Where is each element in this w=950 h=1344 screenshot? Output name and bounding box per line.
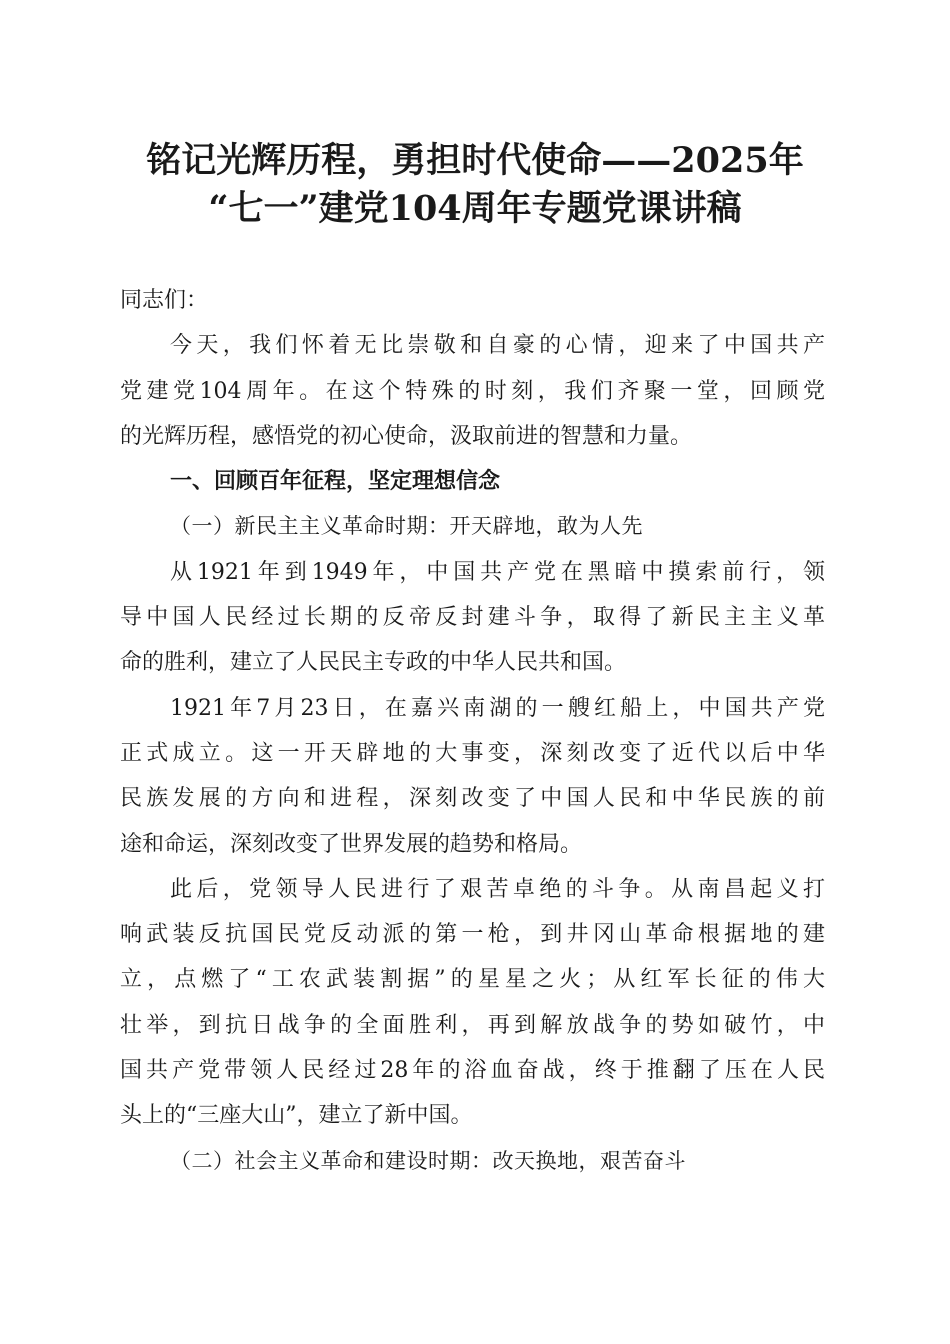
paragraph-line: 1921年7月23日，在嘉兴南湖的一艘红船上，中国共产党: [170, 695, 825, 721]
paragraph-line: 党建党104周年。在这个特殊的时刻，我们齐聚一堂，回顾党: [120, 378, 825, 404]
paragraph-line: 从1921年到1949年，中国共产党在黑暗中摸索前行，领: [170, 559, 825, 585]
greeting: 同志们：: [120, 288, 209, 313]
paragraph-line: 正式成立。这一开天辟地的大事变，深刻改变了近代以后中华: [120, 740, 825, 766]
paragraph-line: 头上的“三座大山”，建立了新中国。: [120, 1103, 473, 1129]
paragraph-line: 命的胜利，建立了人民民主专政的中华人民共和国。: [120, 650, 627, 676]
paragraph-line: 壮举，到抗日战争的全面胜利，再到解放战争的势如破竹，中: [120, 1012, 825, 1038]
paragraph-line: 的光辉历程，感悟党的初心使命，汲取前进的智慧和力量。: [120, 423, 693, 449]
paragraph-line: 立，点燃了“工农武装割据”的星星之火；从红军长征的伟大: [120, 967, 825, 993]
paragraph-line: 导中国人民经过长期的反帝反封建斗争，取得了新民主主义革: [120, 605, 825, 631]
paragraph-line: 民族发展的方向和进程，深刻改变了中国人民和中华民族的前: [120, 786, 825, 812]
subsection-heading: （一）新民主主义革命时期：开天辟地，敢为人先: [170, 514, 643, 539]
subsection-heading: （二）社会主义革命和建设时期：改天换地，艰苦奋斗: [170, 1148, 686, 1173]
paragraph-line: 途和命运，深刻改变了世界发展的趋势和格局。: [120, 831, 583, 857]
section-heading: 一、回顾百年征程，坚定理想信念: [170, 469, 501, 495]
document-title-line-2: “七一”建党104周年专题党课讲稿: [208, 188, 742, 229]
paragraph-line: 此后，党领导人民进行了艰苦卓绝的斗争。从南昌起义打: [170, 876, 825, 902]
document-body: [120, 278, 825, 1184]
document-title-line-1: 铭记光辉历程，勇担时代使命——2025年: [146, 140, 804, 181]
paragraph-line: 国共产党带领人民经过28年的浴血奋战，终于推翻了压在人民: [120, 1058, 825, 1084]
paragraph-line: 今天，我们怀着无比崇敬和自豪的心情，迎来了中国共产: [170, 333, 825, 359]
paragraph-line: 响武装反抗国民党反动派的第一枪，到井冈山革命根据地的建: [120, 922, 825, 948]
